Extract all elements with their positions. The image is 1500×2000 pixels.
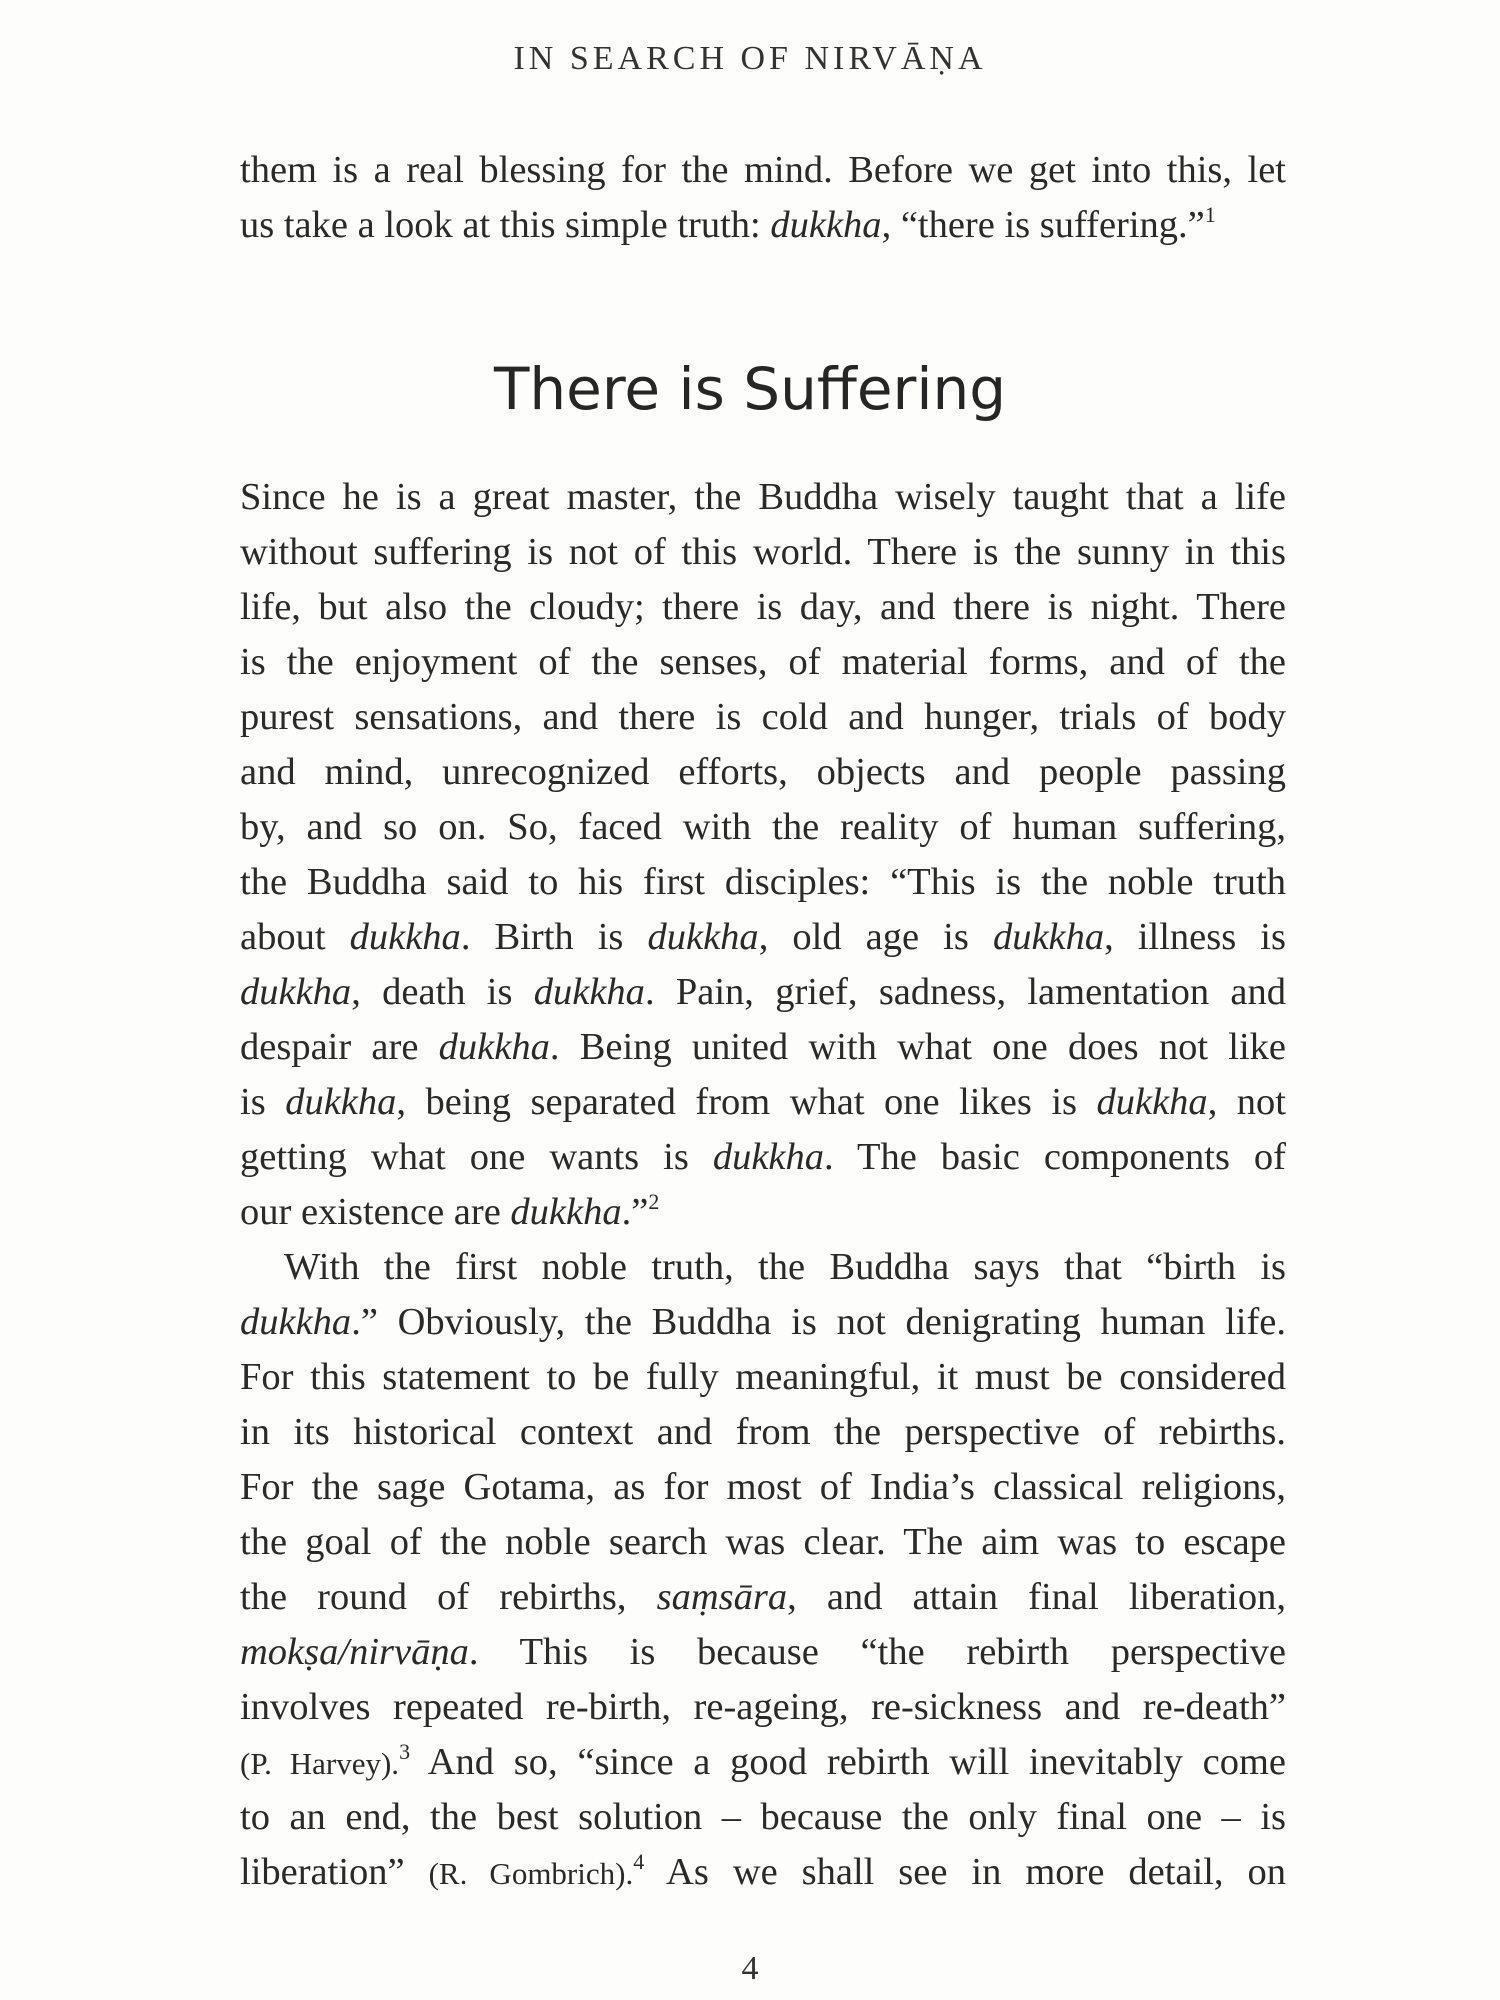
footnote-marker: 2 (648, 1189, 660, 1214)
text-line: Since he is a great master, the Buddha wisely taught that a life (240, 476, 1286, 518)
text-line: and mind, unrecognized efforts, objects and people passing (240, 751, 1286, 793)
text-line: purest sensations, and there is cold and hunger, trials of body (240, 696, 1286, 738)
text-line: For this statement to be fully meaningful, it must be considered (240, 1356, 1286, 1398)
text-line: without suffering is not of this world. There is the sunny in this (240, 531, 1286, 573)
text-line: the goal of the noble search was clear. The aim was to escape (240, 1521, 1286, 1563)
text-line: For the sage Gotama, as for most of India’s classical religions, (240, 1466, 1286, 1508)
body-text (240, 470, 1286, 1900)
text-line: liberation” (R. Gombrich).$^4$ As we shall see in more detail, on (240, 1849, 1286, 1893)
paragraph-1 (240, 470, 1286, 1240)
text-line: mokṣa/nirvāṇa. This is because “the rebirth perspective (240, 1631, 1286, 1673)
citation: (R. Gombrich). (428, 1856, 634, 1891)
text-line: dukkha.” Obviously, the Buddha is not denigrating human life. (240, 1301, 1286, 1343)
text-line: With the first noble truth, the Buddha says that “birth is (284, 1246, 1286, 1288)
text-line: the round of rebirths, saṃsāra, and attain final liberation, (240, 1576, 1286, 1618)
text-line: involves repeated re-birth, re-ageing, re-sickness and re-death” (240, 1686, 1286, 1728)
citation: (P. Harvey). (240, 1746, 400, 1781)
footnote-marker: 4 (633, 1849, 645, 1874)
footnote-marker: 1 (1204, 202, 1216, 227)
text-line: by, and so on. So, faced with the reality of human suffering, (240, 806, 1286, 848)
text-line: about dukkha. Birth is dukkha, old age is dukkha, illness is (240, 916, 1286, 958)
page-number: 4 (741, 1950, 759, 1987)
running-head: IN SEARCH OF NIRVĀṆA (513, 40, 987, 77)
text-line: them is a real blessing for the mind. Before we get into this, let (240, 149, 1286, 191)
text-line: (P. Harvey).$^3$ And so, “since a good rebirth will inevitably come (240, 1739, 1286, 1783)
section-heading: There is Suffering (493, 355, 1007, 423)
text-line: despair are dukkha. Being united with what one does not like (240, 1026, 1286, 1068)
intro-paragraph (240, 143, 1286, 253)
text-line: the Buddha said to his first disciples: “This is the noble truth (240, 861, 1286, 903)
text-line: getting what one wants is dukkha. The basic components of (240, 1136, 1287, 1178)
text-line: dukkha, death is dukkha. Pain, grief, sadness, lamentation and (240, 971, 1286, 1013)
text-line: is the enjoyment of the senses, of material forms, and of the (240, 641, 1286, 683)
text-line: us take a look at this simple truth: dukkha, “there is suffering.”$^1$ (240, 202, 1216, 246)
text-line: is dukkha, being separated from what one likes is dukkha, not (240, 1081, 1287, 1123)
footnote-marker: 3 (399, 1739, 411, 1764)
text-line: in its historical context and from the perspective of rebirths. (240, 1411, 1286, 1453)
text-line: our existence are dukkha.”$^2$ (240, 1189, 660, 1233)
text-line: life, but also the cloudy; there is day, and there is night. There (240, 586, 1286, 628)
text-line: to an end, the best solution – because the only final one – is (240, 1796, 1286, 1838)
paragraph-2 (240, 1240, 1286, 1900)
